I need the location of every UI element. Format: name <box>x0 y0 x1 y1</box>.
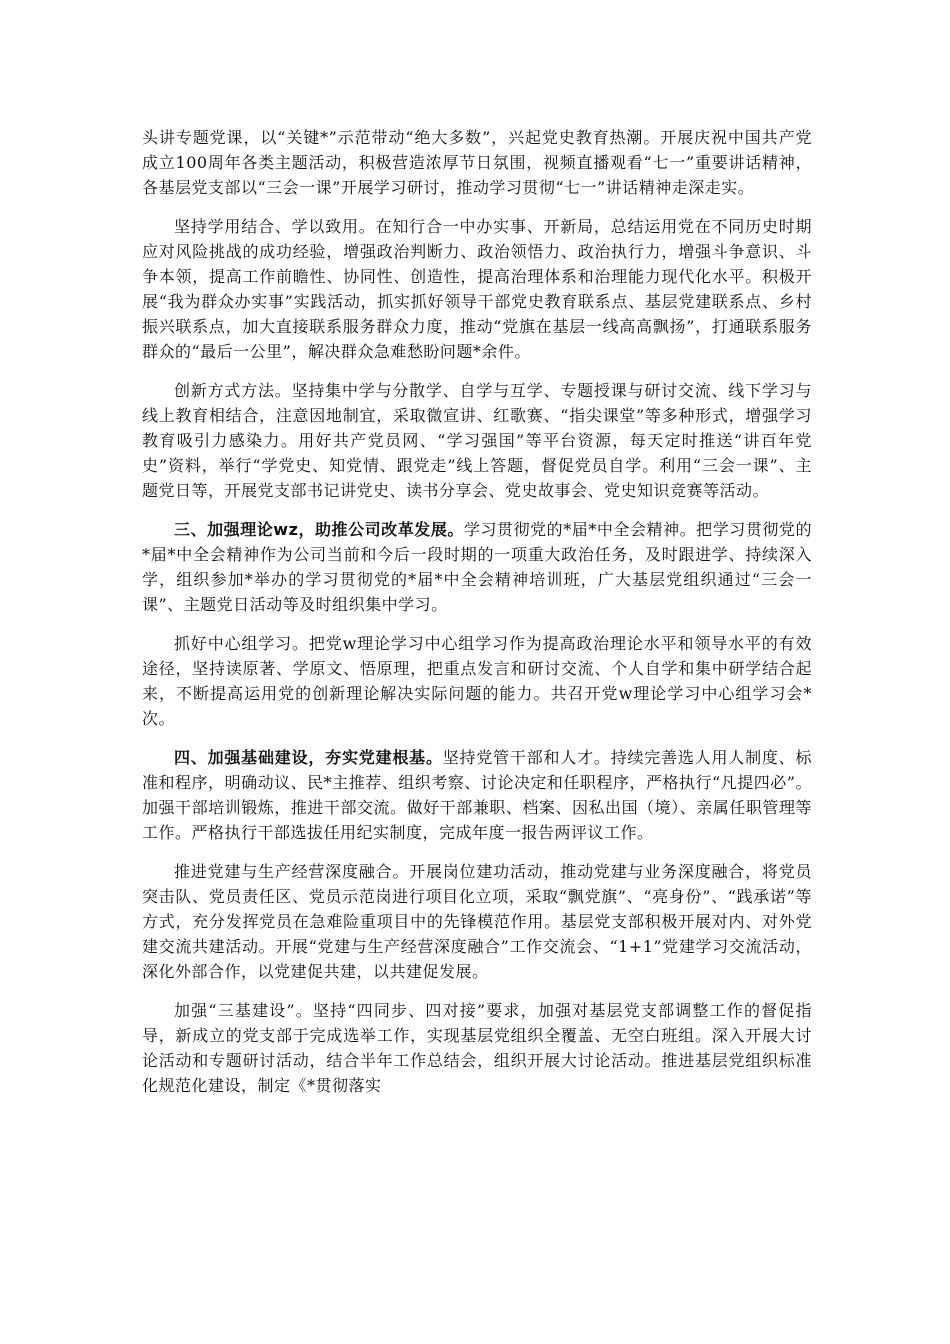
paragraph-text: 推进党建与生产经营深度融合。开展岗位建功活动，推动党建与业务深度融合，将党员突击队、党员责任区、党员示范岗进行项目化立项，采取“飘党旗”、“亮身份”、“践承诺”等方式，充分发挥党员在急难险重项目中的先锋模范作用。基层党支部积极开展对内、对外党建交流共建活动。开展“党建与生产经营深度融合”工作交流会、“1+1”党建学习交流活动，深化外部合作，以党建促共建，以共建促发展。 <box>142 862 812 981</box>
paragraph-4 <box>142 517 812 617</box>
paragraph-1 <box>142 125 812 200</box>
paragraph-text: 坚持党管干部和人才。持续完善选人用人制度、标准和程序，明确动议、民*主推荐、组织考察、讨论决定和任职程序，严格执行“凡提四必”。加强干部培训锻炼，推进干部交流。做好干部兼职、档案、因私出国（境）、亲属任职管理等工作。严格执行干部选拔任用纪实制度，完成年度一报告两评议工作。 <box>142 748 812 842</box>
paragraph-text: 学习贯彻党的*届*中全会精神。把学习贯彻党的*届*中全会精神作为公司当前和今后一段时期的一项重大政治任务，及时跟进学、持续深入学，组织参加*举办的学习贯彻党的*届*中全会精神培训班，广大基层党组织通过“三会一课”、主题党日活动等及时组织集中学习。 <box>142 520 812 614</box>
paragraph-text: 抓好中心组学习。把党w理论学习中心组学习作为提高政治理论水平和领导水平的有效途径，坚持读原著、学原文、悟原理，把重点发言和研讨交流、个人自学和集中研学结合起来，不断提高运用党的创新理论解决实际问题的能力。共召开党w理论学习中心组学习会*次。 <box>142 634 812 728</box>
paragraph-3 <box>142 378 812 503</box>
paragraph-text: 头讲专题党课，以“关键*”示范带动“绝大多数”，兴起党史教育热潮。开展庆祝中国共产党成立100周年各类主题活动，积极营造浓厚节日氛围，视频直播观看“七一”重要讲话精神，各基层党支部以“三会一课”开展学习研讨，推动学习贯彻“七一”讲话精神走深走实。 <box>142 128 812 197</box>
paragraph-text: 创新方式方法。坚持集中学与分散学、自学与互学、专题授课与研讨交流、线下学习与线上教育相结合，注意因地制宜，采取微宣讲、红歌赛、“指尖课堂”等多种形式，增强学习教育吸引力感染力。用好共产党员网、“学习强国”等平台资源，每天定时推送“讲百年党史”资料，举行“学党史、知党情、跟党走”线上答题，督促党员自学。利用“三会一课”、主题党日等，开展党支部书记讲党史、读书分享会、党史故事会、党史知识竞赛等活动。 <box>142 381 812 500</box>
paragraph-text: 坚持学用结合、学以致用。在知行合一中办实事、开新局，总结运用党在不同历史时期应对风险挑战的成功经验，增强政治判断力、政治领悟力、政治执行力，增强斗争意识、斗争本领，提高工作前瞻性、协同性、创造性，提高治理体系和治理能力现代化水平。积极开展“我为群众办实事”实践活动，抓实抓好领导干部党史教育联系点、基层党建联系点、乡村振兴联系点，加大直接联系服务群众力度，推动“党旗在基层一线高高飘扬”，打通联系服务群众的“最后一公里”，解决群众急难愁盼问题*余件。 <box>142 217 812 361</box>
paragraph-5 <box>142 631 812 731</box>
document-body <box>142 125 812 1112</box>
paragraph-6 <box>142 745 812 845</box>
paragraph-7 <box>142 859 812 984</box>
paragraph-text: 加强“三基建设”。坚持“四同步、四对接”要求，加强对基层党支部调整工作的督促指导，新成立的党支部于完成选举工作，实现基层党组织全覆盖、无空白班组。深入开展大讨论活动和专题研讨活动，结合半年工作总结会，组织开展大讨论活动。推进基层党组织标准化规范化建设，制定《*贯彻落实 <box>142 1001 812 1095</box>
section-heading-3: 三、加强理论wz，助推公司改革发展。 <box>174 520 464 539</box>
paragraph-8 <box>142 998 812 1098</box>
paragraph-2 <box>142 214 812 364</box>
section-heading-4: 四、加强基础建设，夯实党建根基。 <box>174 748 443 767</box>
